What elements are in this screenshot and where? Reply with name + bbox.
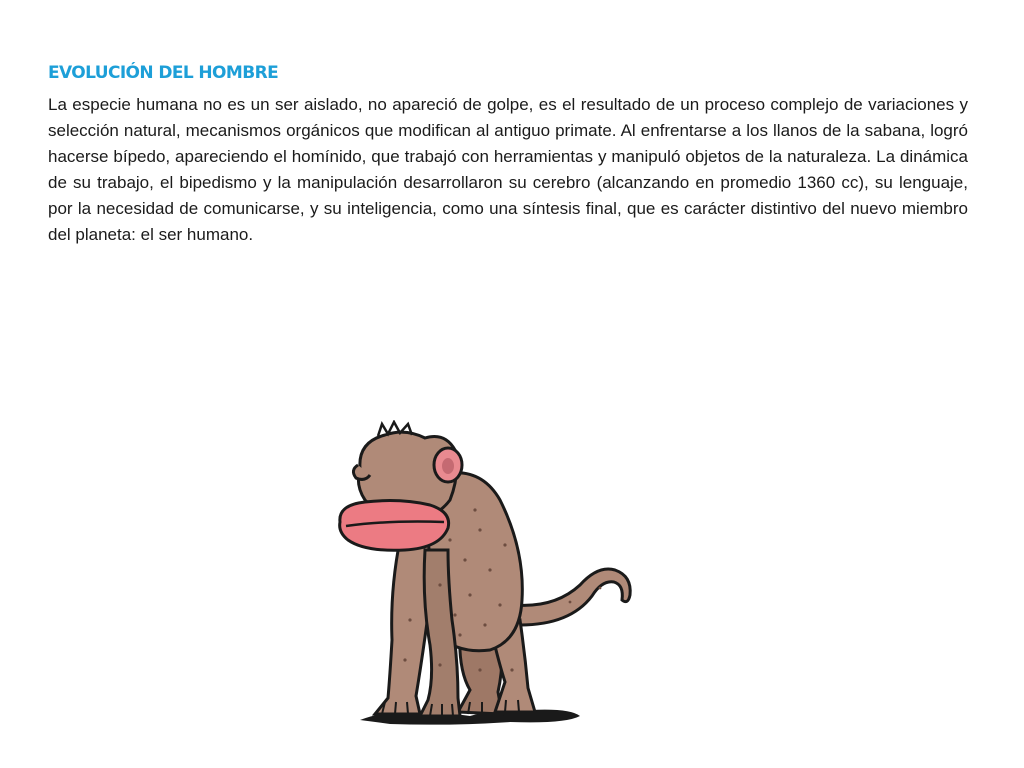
primate-icon [330, 420, 650, 735]
tail [515, 569, 630, 625]
front-arm-left [375, 540, 430, 714]
primate-illustration [330, 420, 650, 735]
ear-inner [442, 458, 454, 474]
page-title: EVOLUCIÓN DEL HOMBRE [48, 63, 279, 83]
body-paragraph: La especie humana no es un ser aislado, no apareció de golpe, es el resultado de un proceso complejo de variaciones y selección natural, mecanismos orgánicos que modifican al antiguo primate. Al enfrentarse a los llanos de la sabana, logró hacerse bípedo, apareciendo el homínido, que trabajó con herramientas y manipuló objetos de la naturaleza. La dinámica de su trabajo, el bipedismo y la manipulación desarrollaron su cerebro (alcanzando en promedio 1360 cc), su lenguaje, por la necesidad de comunicarse, y su inteligencia, como una síntesis final, que es carácter distintivo del nuevo miembro del planeta: el ser humano. [48, 95, 968, 244]
